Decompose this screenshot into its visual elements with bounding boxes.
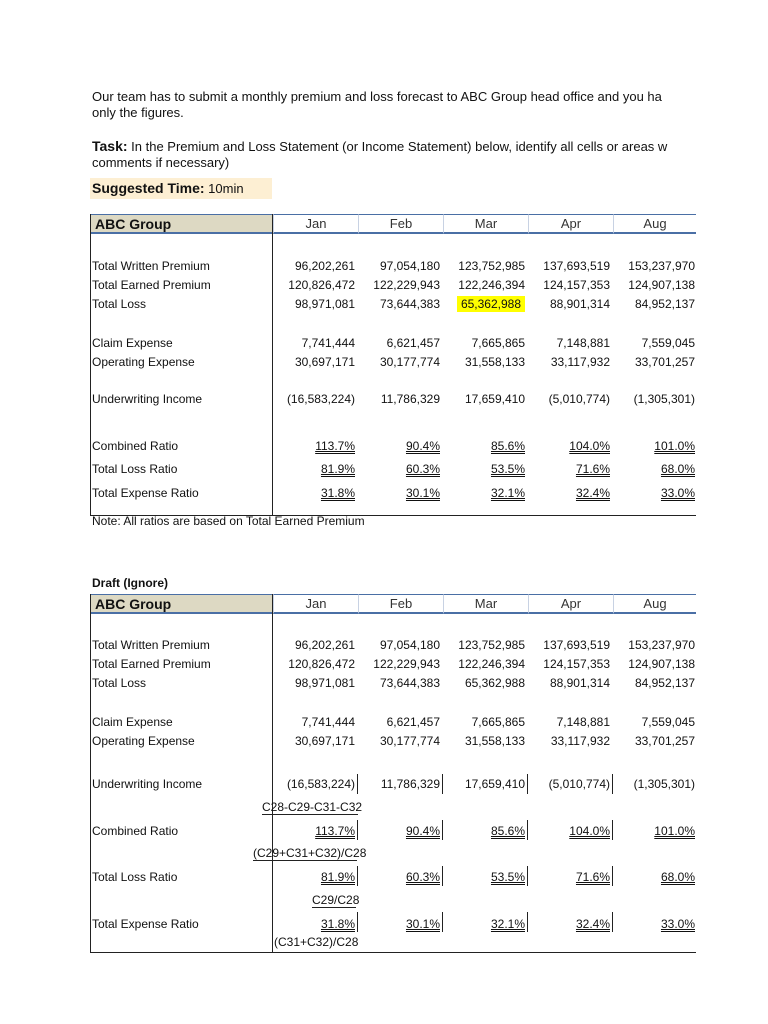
draft-cellbox-earned-2	[445, 657, 525, 671]
main-cell-uw-3[interactable]: (5,010,774)	[548, 392, 610, 406]
formula-loss-ratio: C29/C28	[312, 893, 360, 907]
cell-edge-mark	[612, 820, 613, 840]
draft-title: Draft (Ignore)	[92, 576, 168, 590]
cell-edge-mark	[442, 820, 443, 840]
cell-edge-mark	[442, 912, 443, 932]
suggested-value: 10min	[204, 181, 244, 196]
cell-edge-mark	[357, 820, 358, 840]
cell-edge-mark	[612, 866, 613, 886]
main-cellbox-expratio-1	[360, 486, 440, 500]
draft-cell-earned-4[interactable]: 124,907,138	[628, 657, 695, 671]
draft-table	[90, 594, 696, 954]
draft-border-mid	[272, 594, 273, 953]
main-cellbox-claim-2	[445, 336, 525, 350]
draft-month-feb: Feb	[358, 594, 443, 614]
ratio-note: Note: All ratios are based on Total Earned Premium	[92, 514, 365, 528]
draft-cell-claim-3[interactable]: 7,148,881	[556, 715, 610, 729]
main-label-expratio: Total Expense Ratio	[92, 486, 199, 500]
draft-cellbox-loss-2	[445, 676, 525, 690]
main-cell-written-2[interactable]: 123,752,985	[458, 259, 525, 273]
draft-cellbox-written-2	[445, 638, 525, 652]
main-cellbox-combined-3	[530, 439, 610, 453]
main-cellbox-claim-3	[530, 336, 610, 350]
main-cell-loss-1[interactable]: 73,644,383	[379, 297, 440, 311]
draft-cell-earned-3[interactable]: 124,157,353	[543, 657, 610, 671]
main-cellbox-earned-3	[530, 278, 610, 292]
main-cellbox-uw-2	[445, 392, 525, 406]
cell-edge-mark	[612, 912, 613, 932]
draft-cell-earned-2[interactable]: 122,246,394	[458, 657, 525, 671]
draft-border-left	[90, 594, 91, 953]
draft-cellbox-combined-3	[530, 824, 610, 838]
draft-label-uw: Underwriting Income	[92, 777, 203, 791]
main-label-combined: Combined Ratio	[92, 439, 179, 453]
month-header-jan: Jan	[273, 214, 358, 234]
main-cell-earned-2[interactable]: 122,246,394	[458, 278, 525, 292]
draft-cell-lossratio-1[interactable]: 60.3%	[405, 870, 440, 884]
draft-cellbox-operating-2	[445, 734, 525, 748]
main-cellbox-lossratio-0	[275, 462, 355, 476]
draft-label-earned: Total Earned Premium	[92, 657, 211, 671]
task-label: Task:	[92, 138, 128, 154]
month-header-apr: Apr	[528, 214, 613, 234]
main-cellbox-combined-4	[615, 439, 695, 453]
draft-cell-operating-0[interactable]: 30,697,171	[294, 734, 355, 748]
main-cellbox-operating-0	[275, 355, 355, 369]
main-cellbox-written-3	[530, 259, 610, 273]
draft-cellbox-expratio-1	[360, 917, 440, 931]
draft-cellbox-lossratio-1	[360, 870, 440, 884]
draft-cell-combined-0[interactable]: 113.7%	[315, 824, 355, 838]
draft-cell-loss-0[interactable]: 98,971,081	[294, 676, 355, 690]
main-cellbox-operating-1	[360, 355, 440, 369]
draft-cellbox-claim-4	[615, 715, 695, 729]
draft-cellbox-lossratio-3	[530, 870, 610, 884]
cell-edge-mark	[357, 912, 358, 932]
main-cellbox-claim-1	[360, 336, 440, 350]
main-cell-claim-3[interactable]: 7,148,881	[556, 336, 610, 350]
main-cell-combined-0[interactable]: 113.7%	[315, 439, 355, 453]
main-cell-combined-2[interactable]: 85.6%	[490, 439, 525, 453]
month-header-aug: Aug	[613, 214, 696, 234]
draft-cellbox-claim-1	[360, 715, 440, 729]
draft-cellbox-loss-0	[275, 676, 355, 690]
draft-label-combined: Combined Ratio	[92, 824, 179, 838]
draft-cellbox-written-3	[530, 638, 610, 652]
main-cellbox-expratio-3	[530, 486, 610, 500]
draft-cell-combined-2[interactable]: 85.6%	[490, 824, 525, 838]
main-cell-written-4[interactable]: 153,237,970	[628, 259, 695, 273]
formula-combined-ratio: (C29+C31+C32)/C28	[253, 846, 367, 860]
draft-cellbox-lossratio-0	[275, 870, 355, 884]
draft-cellbox-expratio-3	[530, 917, 610, 931]
main-cellbox-earned-4	[615, 278, 695, 292]
main-cellbox-combined-1	[360, 439, 440, 453]
draft-cell-combined-4[interactable]: 101.0%	[654, 824, 695, 838]
main-cell-earned-3[interactable]: 124,157,353	[543, 278, 610, 292]
main-cell-lossratio-0[interactable]: 81.9%	[320, 462, 355, 476]
cell-edge-mark	[527, 820, 528, 840]
main-cellbox-claim-4	[615, 336, 695, 350]
draft-cellbox-uw-4	[615, 777, 695, 791]
draft-cellbox-combined-1	[360, 824, 440, 838]
main-cellbox-uw-0	[275, 392, 355, 406]
main-cell-combined-4[interactable]: 101.0%	[654, 439, 695, 453]
draft-cellbox-expratio-2	[445, 917, 525, 931]
draft-cell-expratio-1[interactable]: 30.1%	[405, 917, 440, 931]
draft-cell-uw-1[interactable]: 11,786,329	[380, 777, 440, 791]
main-cellbox-earned-2	[445, 278, 525, 292]
main-cellbox-operating-2	[445, 355, 525, 369]
main-cell-earned-0[interactable]: 120,826,472	[288, 278, 355, 292]
main-cell-claim-4[interactable]: 7,559,045	[641, 336, 695, 350]
main-cellbox-expratio-0	[275, 486, 355, 500]
draft-cell-uw-4[interactable]: (1,305,301)	[633, 777, 695, 791]
draft-cellbox-expratio-0	[275, 917, 355, 931]
main-label-written: Total Written Premium	[92, 259, 210, 273]
main-cell-written-3[interactable]: 137,693,519	[543, 259, 610, 273]
draft-cellbox-expratio-4	[615, 917, 695, 931]
main-cell-loss-0[interactable]: 98,971,081	[294, 297, 355, 311]
main-cellbox-uw-1	[360, 392, 440, 406]
draft-cell-expratio-2[interactable]: 32.1%	[490, 917, 525, 931]
main-label-lossratio: Total Loss Ratio	[92, 462, 178, 476]
main-cellbox-written-2	[445, 259, 525, 273]
draft-cellbox-combined-2	[445, 824, 525, 838]
main-cell-loss-2[interactable]: 65,362,988	[457, 296, 525, 312]
draft-cell-loss-2[interactable]: 65,362,988	[464, 676, 525, 690]
intro-line-2: only the figures.	[92, 105, 184, 120]
main-cell-uw-2[interactable]: 17,659,410	[464, 392, 525, 406]
main-cell-expratio-2[interactable]: 32.1%	[490, 486, 525, 500]
main-cellbox-combined-0	[275, 439, 355, 453]
main-cell-operating-4[interactable]: 33,701,257	[634, 355, 695, 369]
table-border-left	[90, 214, 91, 516]
formula-underline	[253, 860, 357, 861]
intro-line-1: Our team has to submit a monthly premium and loss forecast to ABC Group head office and you ha	[92, 89, 662, 104]
formula-expense-ratio: (C31+C32)/C28	[274, 935, 359, 949]
main-cell-uw-1[interactable]: 11,786,329	[380, 392, 440, 406]
draft-cell-written-4[interactable]: 153,237,970	[628, 638, 695, 652]
draft-cellbox-combined-4	[615, 824, 695, 838]
draft-cell-lossratio-3[interactable]: 71.6%	[575, 870, 610, 884]
draft-label-loss: Total Loss	[92, 676, 147, 690]
cell-edge-mark	[442, 774, 443, 794]
draft-border-bottom	[90, 952, 696, 953]
draft-cell-loss-1[interactable]: 73,644,383	[379, 676, 440, 690]
draft-cell-written-3[interactable]: 137,693,519	[543, 638, 610, 652]
main-cell-claim-1[interactable]: 6,621,457	[386, 336, 440, 350]
main-cell-uw-4[interactable]: (1,305,301)	[633, 392, 695, 406]
main-cellbox-earned-0	[275, 278, 355, 292]
draft-cell-claim-4[interactable]: 7,559,045	[641, 715, 695, 729]
income-statement-table	[90, 214, 696, 516]
draft-cell-written-0[interactable]: 96,202,261	[294, 638, 355, 652]
main-cellbox-loss-2	[445, 297, 525, 311]
draft-label-expratio: Total Expense Ratio	[92, 917, 199, 931]
main-cellbox-operating-3	[530, 355, 610, 369]
draft-cellbox-earned-0	[275, 657, 355, 671]
draft-cell-loss-4[interactable]: 84,952,137	[634, 676, 695, 690]
main-cell-expratio-4[interactable]: 33.0%	[660, 486, 695, 500]
suggested-time	[90, 178, 272, 199]
cell-edge-mark	[527, 912, 528, 932]
cell-edge-mark	[357, 774, 358, 794]
main-label-loss: Total Loss	[92, 297, 147, 311]
draft-cell-loss-3[interactable]: 88,901,314	[549, 676, 610, 690]
main-cell-operating-2[interactable]: 31,558,133	[464, 355, 525, 369]
draft-cell-expratio-4[interactable]: 33.0%	[660, 917, 695, 931]
draft-table-title: ABC Group	[91, 594, 272, 614]
draft-cell-operating-1[interactable]: 30,177,774	[379, 734, 440, 748]
draft-cellbox-operating-0	[275, 734, 355, 748]
draft-cell-operating-3[interactable]: 33,117,932	[550, 734, 610, 748]
draft-cell-combined-3[interactable]: 104.0%	[569, 824, 610, 838]
cell-edge-mark	[357, 866, 358, 886]
draft-cell-earned-1[interactable]: 122,229,943	[373, 657, 440, 671]
main-cellbox-uw-4	[615, 392, 695, 406]
draft-cell-written-2[interactable]: 123,752,985	[458, 638, 525, 652]
draft-cellbox-loss-4	[615, 676, 695, 690]
draft-cellbox-claim-2	[445, 715, 525, 729]
draft-cell-claim-0[interactable]: 7,741,444	[301, 715, 355, 729]
draft-cell-operating-2[interactable]: 31,558,133	[464, 734, 525, 748]
draft-cellbox-operating-4	[615, 734, 695, 748]
main-cell-combined-1[interactable]: 90.4%	[405, 439, 440, 453]
main-cell-written-1[interactable]: 97,054,180	[379, 259, 440, 273]
draft-label-claim: Claim Expense	[92, 715, 173, 729]
draft-month-aug: Aug	[613, 594, 696, 614]
formula-underline	[262, 814, 358, 815]
draft-cellbox-operating-3	[530, 734, 610, 748]
task-line-1: In the Premium and Loss Statement (or Income Statement) below, identify all cells or areas w	[127, 139, 668, 154]
main-cellbox-combined-2	[445, 439, 525, 453]
main-cellbox-expratio-2	[445, 486, 525, 500]
draft-cell-written-1[interactable]: 97,054,180	[379, 638, 440, 652]
draft-cellbox-earned-4	[615, 657, 695, 671]
main-cellbox-loss-3	[530, 297, 610, 311]
main-cell-claim-2[interactable]: 7,665,865	[471, 336, 525, 350]
draft-cell-uw-2[interactable]: 17,659,410	[464, 777, 525, 791]
draft-cellbox-uw-2	[445, 777, 525, 791]
main-label-operating: Operating Expense	[92, 355, 195, 369]
draft-cell-uw-0[interactable]: (16,583,224)	[286, 777, 355, 791]
draft-cellbox-operating-1	[360, 734, 440, 748]
draft-cell-expratio-0[interactable]: 31.8%	[320, 917, 355, 931]
draft-month-jan: Jan	[273, 594, 358, 614]
table-border-mid	[272, 214, 273, 516]
draft-month-apr: Apr	[528, 594, 613, 614]
draft-cellbox-lossratio-4	[615, 870, 695, 884]
main-cellbox-written-1	[360, 259, 440, 273]
main-cellbox-lossratio-2	[445, 462, 525, 476]
main-cellbox-loss-1	[360, 297, 440, 311]
main-cellbox-written-4	[615, 259, 695, 273]
main-cell-operating-0[interactable]: 30,697,171	[294, 355, 355, 369]
draft-cellbox-claim-3	[530, 715, 610, 729]
main-cell-earned-4[interactable]: 124,907,138	[628, 278, 695, 292]
month-header-feb: Feb	[358, 214, 443, 234]
draft-cellbox-combined-0	[275, 824, 355, 838]
draft-cell-operating-4[interactable]: 33,701,257	[634, 734, 695, 748]
draft-cellbox-earned-3	[530, 657, 610, 671]
main-cellbox-lossratio-1	[360, 462, 440, 476]
draft-cellbox-written-0	[275, 638, 355, 652]
main-label-uw: Underwriting Income	[92, 392, 203, 406]
draft-cell-uw-3[interactable]: (5,010,774)	[548, 777, 610, 791]
draft-cellbox-claim-0	[275, 715, 355, 729]
draft-cellbox-loss-3	[530, 676, 610, 690]
draft-month-mar: Mar	[443, 594, 528, 614]
main-cell-expratio-3[interactable]: 32.4%	[575, 486, 610, 500]
task-text	[92, 138, 712, 171]
main-cell-uw-0[interactable]: (16,583,224)	[286, 392, 355, 406]
main-cell-earned-1[interactable]: 122,229,943	[373, 278, 440, 292]
draft-cellbox-written-1	[360, 638, 440, 652]
cell-edge-mark	[442, 866, 443, 886]
task-line-2: comments if necessary)	[92, 155, 230, 170]
draft-cell-expratio-3[interactable]: 32.4%	[575, 917, 610, 931]
draft-cellbox-uw-3	[530, 777, 610, 791]
draft-label-lossratio: Total Loss Ratio	[92, 870, 178, 884]
main-cellbox-loss-4	[615, 297, 695, 311]
month-header-mar: Mar	[443, 214, 528, 234]
formula-underwriting: C28-C29-C31-C32	[262, 800, 363, 814]
main-cellbox-lossratio-4	[615, 462, 695, 476]
main-cellbox-lossratio-3	[530, 462, 610, 476]
formula-underline	[312, 907, 356, 908]
draft-cell-lossratio-0[interactable]: 81.9%	[320, 870, 355, 884]
intro-text	[92, 89, 712, 121]
main-label-claim: Claim Expense	[92, 336, 173, 350]
draft-cell-claim-2[interactable]: 7,665,865	[471, 715, 525, 729]
main-cellbox-expratio-4	[615, 486, 695, 500]
draft-cellbox-uw-1	[360, 777, 440, 791]
main-label-earned: Total Earned Premium	[92, 278, 211, 292]
main-cell-claim-0[interactable]: 7,741,444	[301, 336, 355, 350]
cell-edge-mark	[527, 866, 528, 886]
main-cellbox-written-0	[275, 259, 355, 273]
draft-cellbox-uw-0	[275, 777, 355, 791]
draft-cell-earned-0[interactable]: 120,826,472	[288, 657, 355, 671]
draft-cell-lossratio-2[interactable]: 53.5%	[490, 870, 525, 884]
draft-label-operating: Operating Expense	[92, 734, 195, 748]
draft-cell-claim-1[interactable]: 6,621,457	[386, 715, 440, 729]
main-cell-written-0[interactable]: 96,202,261	[294, 259, 355, 273]
cell-edge-mark	[612, 774, 613, 794]
main-cell-combined-3[interactable]: 104.0%	[569, 439, 610, 453]
draft-cellbox-loss-1	[360, 676, 440, 690]
draft-cell-lossratio-4[interactable]: 68.0%	[660, 870, 695, 884]
main-cell-operating-1[interactable]: 30,177,774	[379, 355, 440, 369]
suggested-label: Suggested Time:	[92, 180, 205, 196]
main-cellbox-claim-0	[275, 336, 355, 350]
draft-cellbox-lossratio-2	[445, 870, 525, 884]
main-cell-lossratio-2[interactable]: 53.5%	[490, 462, 525, 476]
draft-cell-combined-1[interactable]: 90.4%	[405, 824, 440, 838]
main-cellbox-loss-0	[275, 297, 355, 311]
draft-label-written: Total Written Premium	[92, 638, 210, 652]
main-cell-loss-4[interactable]: 84,952,137	[634, 297, 695, 311]
table-title: ABC Group	[91, 214, 272, 234]
cell-edge-mark	[527, 774, 528, 794]
main-cell-lossratio-4[interactable]: 68.0%	[660, 462, 695, 476]
main-cell-expratio-0[interactable]: 31.8%	[320, 486, 355, 500]
main-cell-lossratio-3[interactable]: 71.6%	[575, 462, 610, 476]
main-cell-lossratio-1[interactable]: 60.3%	[405, 462, 440, 476]
main-cell-loss-3[interactable]: 88,901,314	[549, 297, 610, 311]
draft-cellbox-written-4	[615, 638, 695, 652]
main-cellbox-earned-1	[360, 278, 440, 292]
main-cell-expratio-1[interactable]: 30.1%	[405, 486, 440, 500]
draft-cellbox-earned-1	[360, 657, 440, 671]
main-cellbox-operating-4	[615, 355, 695, 369]
main-cell-operating-3[interactable]: 33,117,932	[550, 355, 610, 369]
main-cellbox-uw-3	[530, 392, 610, 406]
